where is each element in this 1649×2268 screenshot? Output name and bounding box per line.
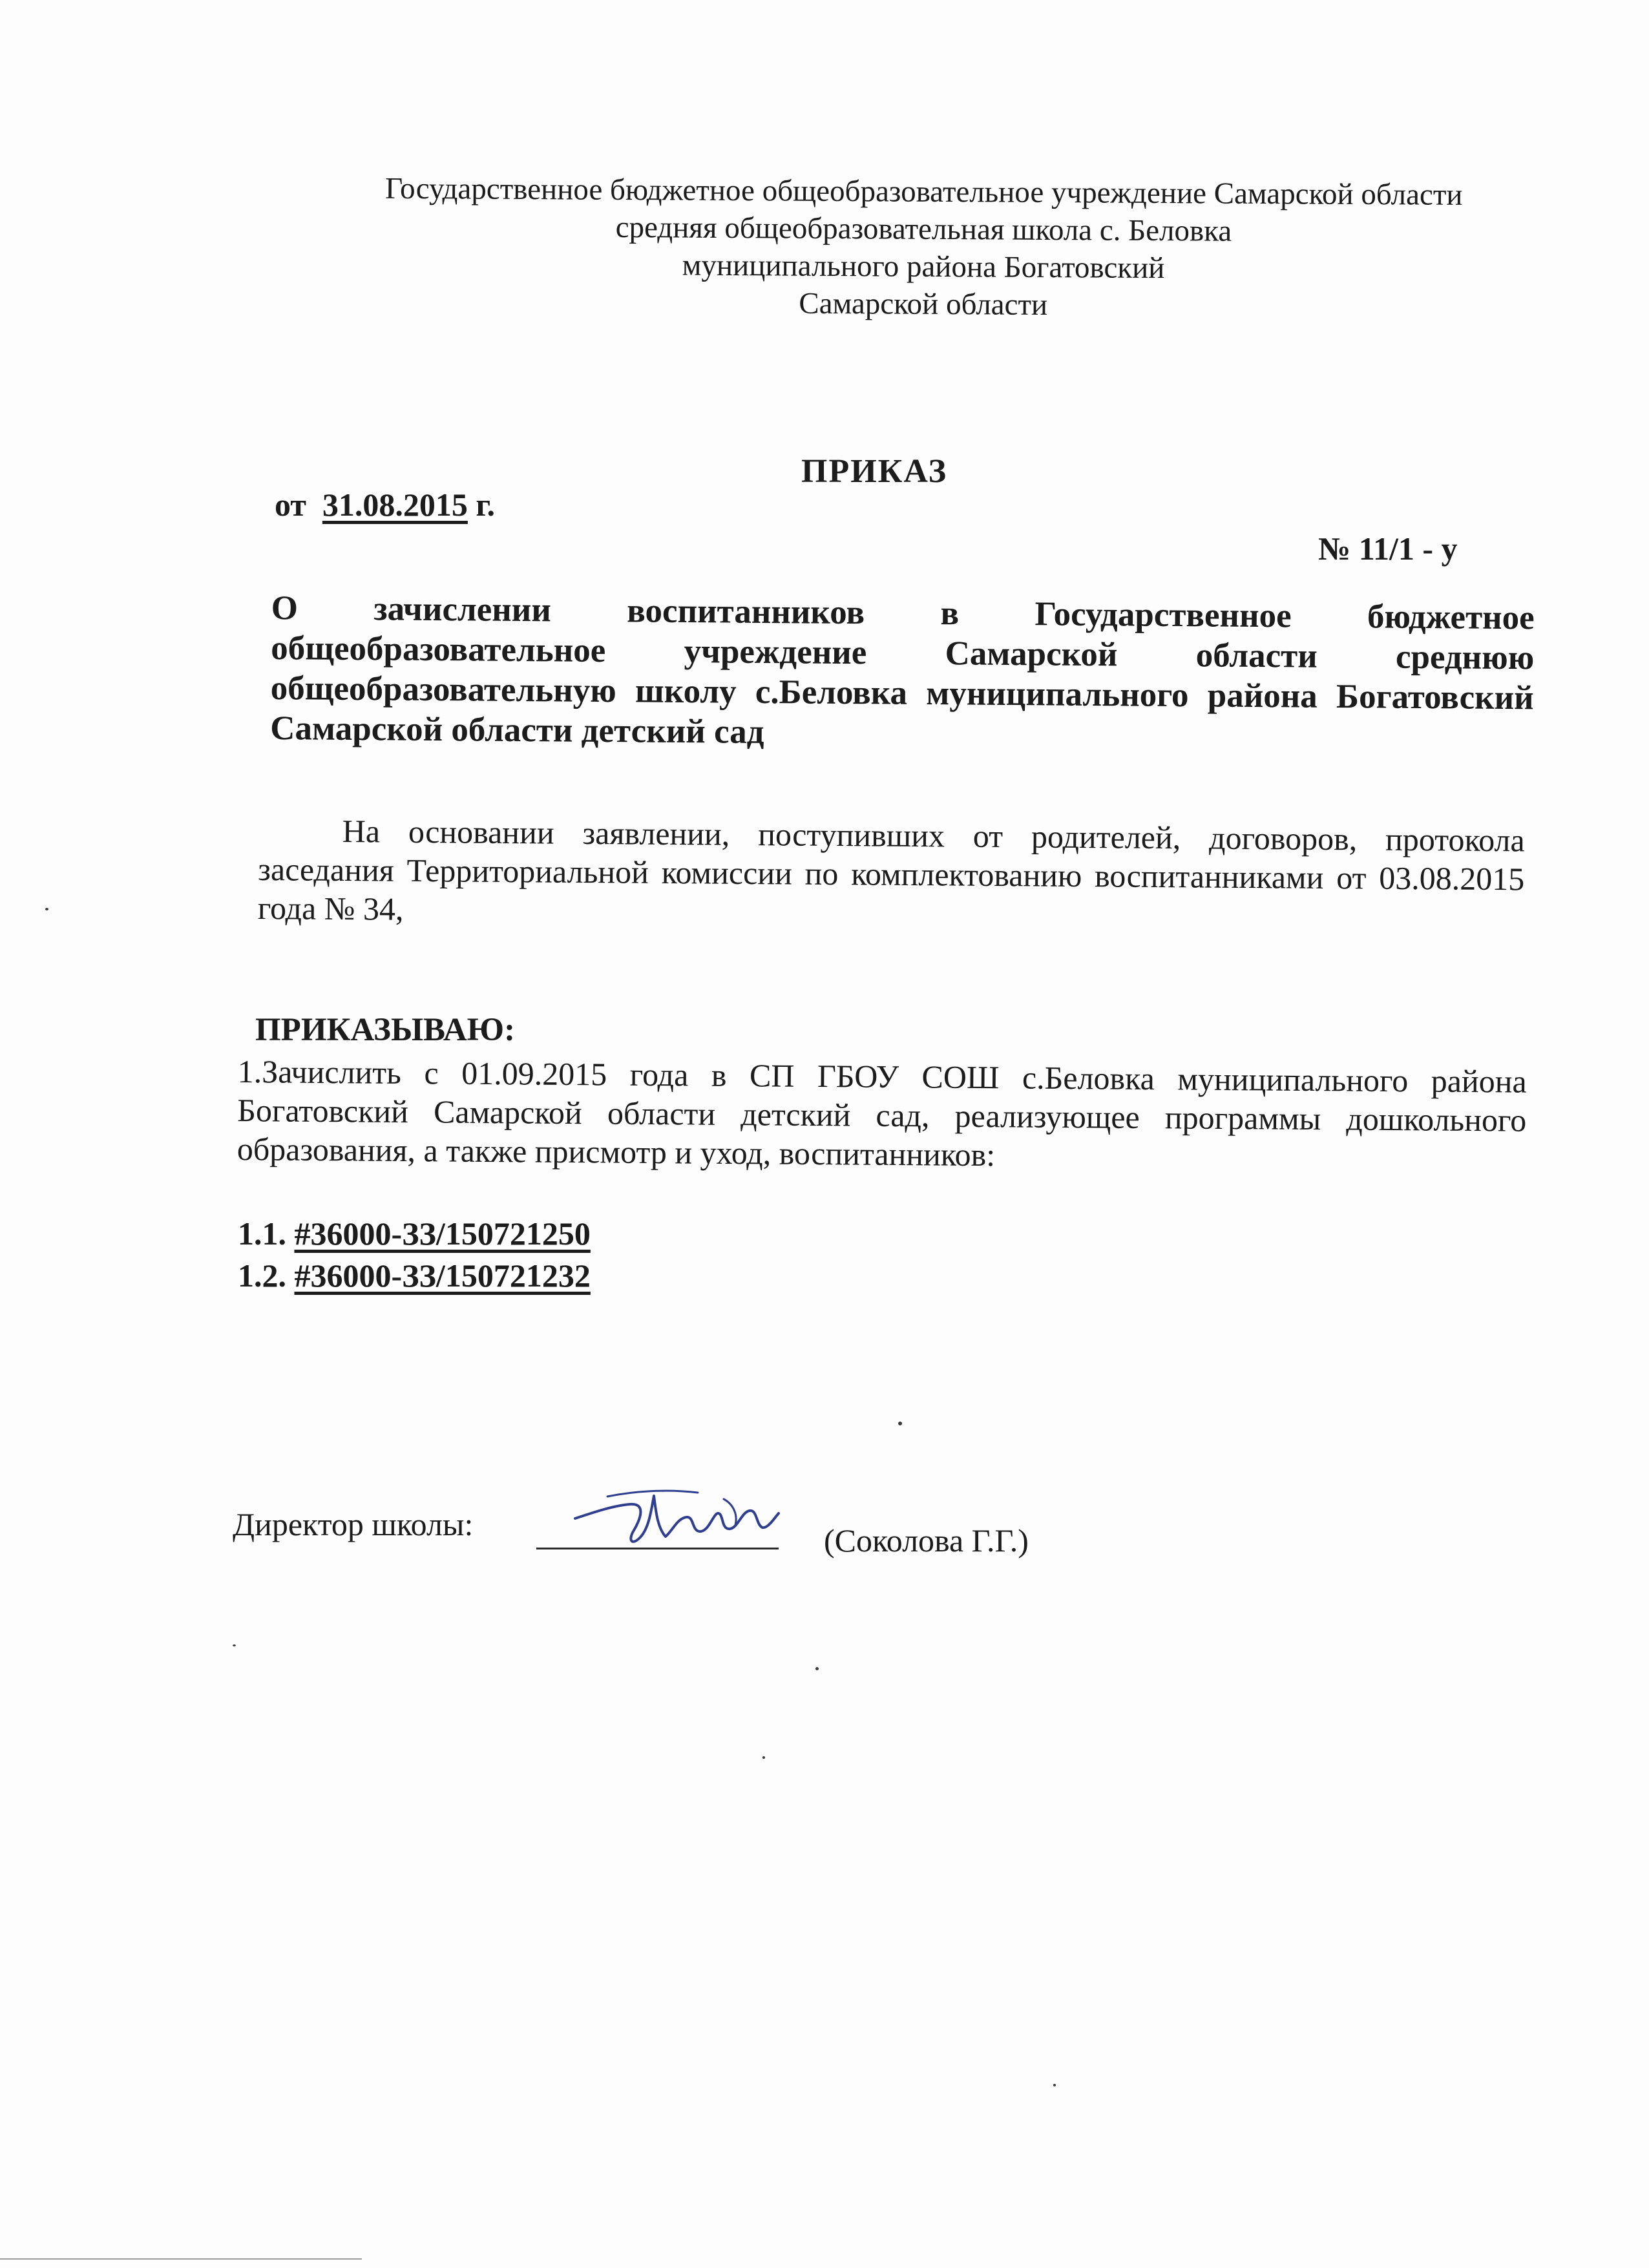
scan-speck bbox=[1053, 2084, 1056, 2086]
item-number: 1.1. bbox=[238, 1215, 286, 1252]
institution-header bbox=[310, 169, 1538, 327]
scan-speck bbox=[233, 1644, 236, 1646]
item-code: #36000-ЗЗ/150721250 bbox=[294, 1215, 591, 1252]
scan-speck bbox=[762, 1756, 765, 1759]
scan-speck bbox=[815, 1667, 819, 1670]
order-number: № 11/1 - у bbox=[1318, 530, 1458, 567]
enrollee-item bbox=[238, 1215, 591, 1252]
header-line-1: Государственное бюджетное общеобразовательное учреждение Самарской области bbox=[384, 171, 1463, 212]
enrollee-item bbox=[238, 1257, 591, 1294]
header-line-2: средняя общеобразовательная школа с. Беловка bbox=[615, 210, 1232, 248]
handwritten-signature bbox=[569, 1473, 782, 1557]
scan-speck bbox=[45, 908, 48, 910]
header-line-3: муниципального района Богатовский bbox=[682, 248, 1165, 286]
scan-speck bbox=[898, 1422, 902, 1425]
date-value: 31.08.2015 bbox=[322, 487, 468, 523]
item-number: 1.2. bbox=[238, 1257, 286, 1294]
order-date bbox=[275, 486, 495, 523]
signature-label: Директор школы: bbox=[233, 1506, 474, 1542]
date-prefix: от bbox=[275, 487, 306, 523]
order-title: ПРИКАЗ bbox=[801, 453, 948, 490]
item-code: #36000-ЗЗ/150721232 bbox=[294, 1257, 591, 1294]
order-basis: На основании заявлении, поступивших от родителей, договоров, протокола заседания Территориальной комиссии по комплектованию воспитанниками от 03.08.2015 года № 34, bbox=[257, 813, 1525, 927]
scan-edge-line bbox=[0, 2258, 362, 2260]
date-suffix: г. bbox=[476, 487, 495, 523]
order-subject: О зачислении воспитанников в Государственное бюджетное общеобразовательное учреждение Самарской области среднюю общеобразовательную школу с.Беловка муниципального района Богатовский Самарской области детский сад bbox=[270, 589, 1535, 751]
order-directive: ПРИКАЗЫВАЮ: bbox=[255, 1012, 516, 1048]
director-name: (Соколова Г.Г.) bbox=[824, 1522, 1029, 1559]
order-clause-1: 1.Зачислить с 01.09.2015 года в СП ГБОУ СОШ с.Беловка муниципального района Богатовский Самарской области детский сад, реализующее программы дошкольного образования, а также присмотр и уход, воспитанников: bbox=[236, 1053, 1527, 1173]
header-line-4: Самарской области bbox=[799, 286, 1048, 322]
